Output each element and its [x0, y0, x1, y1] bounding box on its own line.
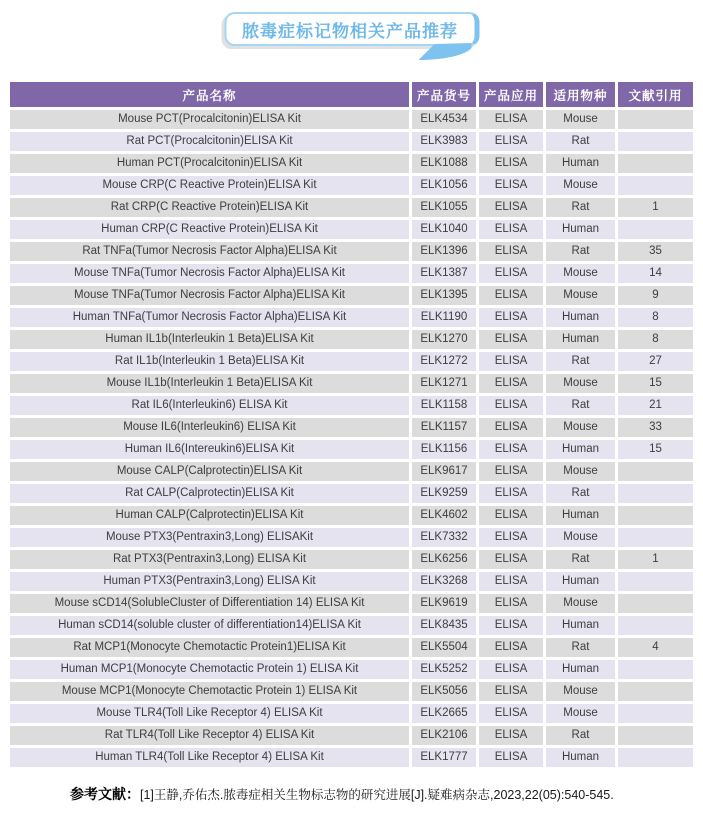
cell-application: ELISA — [479, 704, 543, 723]
table-row — [10, 550, 693, 569]
cell-application: ELISA — [479, 638, 543, 657]
table-row — [10, 198, 693, 217]
table-row — [10, 286, 693, 305]
cell-name: Rat IL1b(Interleukin 1 Beta)ELISA Kit — [10, 352, 409, 371]
cell-application: ELISA — [479, 110, 543, 129]
cell-citations: 15 — [618, 374, 693, 393]
cell-application: ELISA — [479, 198, 543, 217]
cell-citations: 21 — [618, 396, 693, 415]
column-header-application: 产品应用 — [479, 82, 543, 107]
cell-species: Human — [546, 220, 615, 239]
cell-species: Mouse — [546, 418, 615, 437]
table-row — [10, 154, 693, 173]
cell-name: Rat CRP(C Reactive Protein)ELISA Kit — [10, 198, 409, 217]
cell-species: Rat — [546, 638, 615, 657]
column-header-catalog-number: 产品货号 — [412, 82, 476, 107]
table-row — [10, 418, 693, 437]
cell-catalog-number: ELK1387 — [412, 264, 476, 283]
cell-name: Mouse sCD14(SolubleCluster of Differentiation 14) ELISA Kit — [10, 594, 409, 613]
cell-application: ELISA — [479, 154, 543, 173]
column-header-citations: 文献引用 — [618, 82, 693, 107]
cell-citations — [618, 594, 693, 613]
cell-species: Rat — [546, 198, 615, 217]
table-row — [10, 726, 693, 745]
cell-species: Rat — [546, 550, 615, 569]
cell-catalog-number: ELK6256 — [412, 550, 476, 569]
cell-catalog-number: ELK8435 — [412, 616, 476, 635]
cell-species: Mouse — [546, 374, 615, 393]
cell-species: Rat — [546, 352, 615, 371]
cell-name: Rat IL6(Interleukin6) ELISA Kit — [10, 396, 409, 415]
cell-catalog-number: ELK1777 — [412, 748, 476, 767]
cell-application: ELISA — [479, 176, 543, 195]
cell-citations: 9 — [618, 286, 693, 305]
cell-catalog-number: ELK2106 — [412, 726, 476, 745]
table-body — [10, 110, 693, 767]
table-row — [10, 440, 693, 459]
cell-species: Human — [546, 330, 615, 349]
cell-application: ELISA — [479, 616, 543, 635]
title-bubble — [224, 12, 479, 46]
references-label: 参考文献： — [70, 786, 140, 802]
cell-name: Human CRP(C Reactive Protein)ELISA Kit — [10, 220, 409, 239]
cell-catalog-number: ELK2665 — [412, 704, 476, 723]
table-row — [10, 220, 693, 239]
cell-citations: 1 — [618, 550, 693, 569]
cell-citations — [618, 220, 693, 239]
table-row — [10, 484, 693, 503]
cell-catalog-number: ELK1040 — [412, 220, 476, 239]
cell-species: Human — [546, 660, 615, 679]
cell-catalog-number: ELK7332 — [412, 528, 476, 547]
column-header-species: 适用物种 — [546, 82, 615, 107]
table-row — [10, 242, 693, 261]
cell-name: Mouse TNFa(Tumor Necrosis Factor Alpha)ELISA Kit — [10, 264, 409, 283]
cell-species: Human — [546, 440, 615, 459]
cell-citations: 4 — [618, 638, 693, 657]
cell-catalog-number: ELK1056 — [412, 176, 476, 195]
cell-catalog-number: ELK9619 — [412, 594, 476, 613]
cell-species: Mouse — [546, 528, 615, 547]
cell-citations — [618, 748, 693, 767]
cell-catalog-number: ELK1271 — [412, 374, 476, 393]
cell-species: Mouse — [546, 286, 615, 305]
cell-name: Human IL1b(Interleukin 1 Beta)ELISA Kit — [10, 330, 409, 349]
cell-citations: 14 — [618, 264, 693, 283]
table-row — [10, 462, 693, 481]
table-row — [10, 594, 693, 613]
cell-species: Mouse — [546, 176, 615, 195]
cell-citations: 35 — [618, 242, 693, 261]
cell-application: ELISA — [479, 396, 543, 415]
cell-application: ELISA — [479, 528, 543, 547]
cell-citations — [618, 704, 693, 723]
cell-name: Rat PTX3(Pentraxin3,Long) ELISA Kit — [10, 550, 409, 569]
cell-name: Mouse TLR4(Toll Like Receptor 4) ELISA Kit — [10, 704, 409, 723]
cell-catalog-number: ELK1395 — [412, 286, 476, 305]
cell-catalog-number: ELK5504 — [412, 638, 476, 657]
table-header-row — [10, 82, 693, 107]
cell-catalog-number: ELK1156 — [412, 440, 476, 459]
table-row — [10, 132, 693, 151]
cell-name: Mouse IL6(Interleukin6) ELISA Kit — [10, 418, 409, 437]
cell-citations — [618, 484, 693, 503]
cell-application: ELISA — [479, 550, 543, 569]
cell-species: Human — [546, 154, 615, 173]
table-row — [10, 352, 693, 371]
cell-citations: 8 — [618, 308, 693, 327]
cell-catalog-number: ELK9259 — [412, 484, 476, 503]
cell-citations: 8 — [618, 330, 693, 349]
cell-citations — [618, 616, 693, 635]
cell-catalog-number: ELK1396 — [412, 242, 476, 261]
table-row — [10, 638, 693, 657]
references — [70, 784, 693, 804]
cell-catalog-number: ELK4602 — [412, 506, 476, 525]
cell-name: Human PTX3(Pentraxin3,Long) ELISA Kit — [10, 572, 409, 591]
cell-species: Rat — [546, 242, 615, 261]
cell-citations — [618, 132, 693, 151]
cell-citations: 33 — [618, 418, 693, 437]
table-row — [10, 660, 693, 679]
cell-citations — [618, 572, 693, 591]
cell-name: Rat MCP1(Monocyte Chemotactic Protein1)ELISA Kit — [10, 638, 409, 657]
cell-application: ELISA — [479, 374, 543, 393]
cell-species: Rat — [546, 396, 615, 415]
table-row — [10, 572, 693, 591]
table-row — [10, 704, 693, 723]
column-header-name: 产品名称 — [10, 82, 409, 107]
table-row — [10, 528, 693, 547]
cell-application: ELISA — [479, 572, 543, 591]
cell-catalog-number: ELK4534 — [412, 110, 476, 129]
cell-application: ELISA — [479, 286, 543, 305]
cell-name: Rat CALP(Calprotectin)ELISA Kit — [10, 484, 409, 503]
cell-catalog-number: ELK1190 — [412, 308, 476, 327]
cell-catalog-number: ELK9617 — [412, 462, 476, 481]
cell-catalog-number: ELK5252 — [412, 660, 476, 679]
page-title: 脓毒症标记物相关产品推荐 — [242, 21, 458, 41]
references-text: [1]王静,乔佑杰.脓毒症相关生物标志物的研究进展[J].疑难病杂志,2023,22(05):540-545. — [140, 788, 614, 802]
cell-name: Mouse PTX3(Pentraxin3,Long) ELISAKit — [10, 528, 409, 547]
cell-catalog-number: ELK1270 — [412, 330, 476, 349]
table-row — [10, 616, 693, 635]
cell-species: Rat — [546, 132, 615, 151]
cell-species: Mouse — [546, 704, 615, 723]
cell-name: Human PCT(Procalcitonin)ELISA Kit — [10, 154, 409, 173]
table-row — [10, 308, 693, 327]
cell-species: Mouse — [546, 682, 615, 701]
cell-catalog-number: ELK1157 — [412, 418, 476, 437]
table-row — [10, 330, 693, 349]
cell-species: Rat — [546, 484, 615, 503]
cell-species: Mouse — [546, 264, 615, 283]
cell-species: Human — [546, 506, 615, 525]
cell-application: ELISA — [479, 330, 543, 349]
cell-citations — [618, 462, 693, 481]
cell-species: Rat — [546, 726, 615, 745]
cell-application: ELISA — [479, 594, 543, 613]
cell-application: ELISA — [479, 682, 543, 701]
table-row — [10, 682, 693, 701]
cell-citations — [618, 176, 693, 195]
table-row — [10, 506, 693, 525]
cell-citations — [618, 154, 693, 173]
cell-citations: 15 — [618, 440, 693, 459]
cell-application: ELISA — [479, 308, 543, 327]
cell-citations — [618, 726, 693, 745]
cell-application: ELISA — [479, 484, 543, 503]
cell-name: Mouse PCT(Procalcitonin)ELISA Kit — [10, 110, 409, 129]
cell-application: ELISA — [479, 352, 543, 371]
bubble-tail-icon — [416, 43, 472, 61]
cell-citations — [618, 528, 693, 547]
cell-application: ELISA — [479, 418, 543, 437]
product-table — [7, 79, 696, 770]
cell-application: ELISA — [479, 220, 543, 239]
cell-species: Human — [546, 572, 615, 591]
cell-name: Mouse CRP(C Reactive Protein)ELISA Kit — [10, 176, 409, 195]
table-row — [10, 748, 693, 767]
cell-application: ELISA — [479, 462, 543, 481]
title-bubble-box — [224, 12, 479, 46]
cell-species: Mouse — [546, 594, 615, 613]
cell-application: ELISA — [479, 242, 543, 261]
cell-species: Human — [546, 308, 615, 327]
cell-catalog-number: ELK3268 — [412, 572, 476, 591]
cell-name: Human IL6(Intereukin6)ELISA Kit — [10, 440, 409, 459]
cell-name: Human MCP1(Monocyte Chemotactic Protein 1) ELISA Kit — [10, 660, 409, 679]
cell-name: Mouse CALP(Calprotectin)ELISA Kit — [10, 462, 409, 481]
table-header — [10, 82, 693, 107]
cell-application: ELISA — [479, 660, 543, 679]
cell-application: ELISA — [479, 132, 543, 151]
cell-catalog-number: ELK1272 — [412, 352, 476, 371]
cell-name: Human CALP(Calprotectin)ELISA Kit — [10, 506, 409, 525]
cell-citations — [618, 506, 693, 525]
cell-citations — [618, 682, 693, 701]
cell-species: Human — [546, 616, 615, 635]
cell-application: ELISA — [479, 264, 543, 283]
cell-species: Mouse — [546, 110, 615, 129]
cell-citations — [618, 110, 693, 129]
cell-application: ELISA — [479, 748, 543, 767]
table-row — [10, 110, 693, 129]
cell-name: Mouse TNFa(Tumor Necrosis Factor Alpha)ELISA Kit — [10, 286, 409, 305]
cell-name: Human TLR4(Toll Like Receptor 4) ELISA Kit — [10, 748, 409, 767]
cell-catalog-number: ELK1158 — [412, 396, 476, 415]
cell-catalog-number: ELK1055 — [412, 198, 476, 217]
table-row — [10, 264, 693, 283]
cell-name: Rat TLR4(Toll Like Receptor 4) ELISA Kit — [10, 726, 409, 745]
cell-catalog-number: ELK3983 — [412, 132, 476, 151]
cell-name: Human sCD14(soluble cluster of differentiation14)ELISA Kit — [10, 616, 409, 635]
cell-application: ELISA — [479, 506, 543, 525]
table-row — [10, 176, 693, 195]
cell-citations: 27 — [618, 352, 693, 371]
cell-catalog-number: ELK5056 — [412, 682, 476, 701]
cell-citations — [618, 660, 693, 679]
cell-catalog-number: ELK1088 — [412, 154, 476, 173]
cell-name: Mouse IL1b(Interleukin 1 Beta)ELISA Kit — [10, 374, 409, 393]
cell-application: ELISA — [479, 440, 543, 459]
cell-name: Rat PCT(Procalcitonin)ELISA Kit — [10, 132, 409, 151]
cell-name: Human TNFa(Tumor Necrosis Factor Alpha)ELISA Kit — [10, 308, 409, 327]
table-row — [10, 396, 693, 415]
cell-name: Rat TNFa(Tumor Necrosis Factor Alpha)ELISA Kit — [10, 242, 409, 261]
cell-citations: 1 — [618, 198, 693, 217]
table-row — [10, 374, 693, 393]
cell-name: Mouse MCP1(Monocyte Chemotactic Protein 1) ELISA Kit — [10, 682, 409, 701]
cell-species: Human — [546, 748, 615, 767]
cell-species: Mouse — [546, 462, 615, 481]
cell-application: ELISA — [479, 726, 543, 745]
